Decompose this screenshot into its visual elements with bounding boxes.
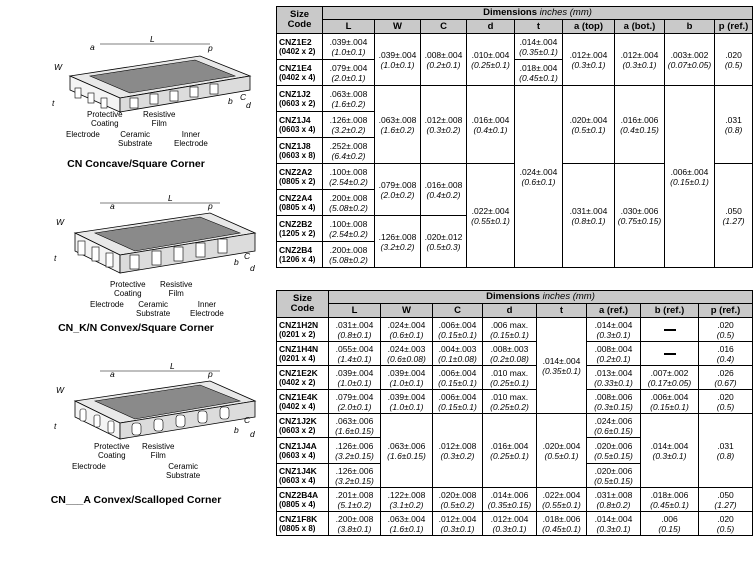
- col-d-2: d: [483, 304, 537, 318]
- table-row: CNZ1J2 (0603 x 2) .063±.008 (1.6±0.2) .063±.008 (1.6±0.2) .012±.008 (0.3±0.2) .016±.004 (0.4±0.1) .024±.004 (0.6±0.1) .020±.004 (0.5±0.1) .016±.006 (0.4±0.15) .006±.004 (0.15±0.1) .031 (0.8): [277, 86, 753, 112]
- svg-text:L: L: [168, 195, 173, 203]
- label-resistive-film-3: Resistive Film: [142, 442, 175, 460]
- col-p-ref: p (ref.): [699, 304, 753, 318]
- label-protective-coating-2: Protective Coating: [110, 280, 146, 298]
- table-row: CNZ1E2K (0402 x 2) .039±.004 (1.0±0.1) .039±.004 (1.0±0.1) .006±.004 (0.15±0.1) .010 max. (0.25±0.1) .013±.004 (0.33±0.1) .007±.002 (0.17±0.05) .026 (0.67): [277, 366, 753, 390]
- label-ceramic-substrate-2: Ceramic Substrate: [136, 300, 171, 318]
- label-protective-coating-3: Protective Coating: [94, 442, 130, 460]
- col-L: L: [323, 20, 375, 34]
- svg-text:p: p: [208, 201, 213, 211]
- col-d: d: [467, 20, 515, 34]
- dimensions-header-2: Dimensions inches (mm): [329, 291, 753, 304]
- col-t: t: [515, 20, 563, 34]
- col-C-2: C: [433, 304, 483, 318]
- table-row: CNZ2A4 (0805 x 4) .200±.008 (5.08±0.2): [277, 190, 753, 216]
- label-ceramic-substrate-3: Ceramic Substrate: [166, 462, 201, 480]
- col-C: C: [421, 20, 467, 34]
- diagram-caption-convex-scalloped: CN___A Convex/Scalloped Corner: [50, 494, 222, 506]
- col-b-ref: b (ref.): [641, 304, 699, 318]
- table-row: CNZ2B4A (0805 x 4) .201±.008 (5.1±0.2) .122±.008 (3.1±0.2) .020±.008 (0.5±0.2) .014±.006 (0.35±0.15) .022±.004 (0.55±0.1) .031±.008 (0.8±0.2) .018±.006 (0.45±0.1) .050 (1.27): [277, 488, 753, 512]
- size-code-header: Size Code: [277, 7, 323, 34]
- svg-text:d: d: [250, 263, 255, 273]
- svg-text:a: a: [110, 369, 115, 379]
- col-W-2: W: [381, 304, 433, 318]
- table-row: CNZ1H4N (0201 x 4) .055±.004 (1.4±0.1) .024±.003 (0.6±0.08) .004±.003 (0.1±0.08) .008±.003 (0.2±0.08) .008±.004 (0.2±0.1) .016 (0.4): [277, 342, 753, 366]
- svg-text:t: t: [54, 253, 57, 263]
- col-t-2: t: [537, 304, 587, 318]
- svg-text:t: t: [52, 98, 55, 108]
- convex-square-corner-diagram: [50, 195, 260, 295]
- label-electrode: Electrode: [66, 130, 100, 139]
- col-b: b: [665, 20, 715, 34]
- col-W: W: [375, 20, 421, 34]
- table-row: CNZ1E4K (0402 x 4) .079±.004 (2.0±0.1) .039±.004 (1.0±0.1) .006±.004 (0.15±0.1) .010 max. (0.25±0.2) .008±.006 (0.3±0.15) .006±.004 (0.15±0.1) .020 (0.5): [277, 390, 753, 414]
- dimensions-table-concave: [276, 6, 753, 268]
- table-row: CNZ2B2 (1205 x 2) .100±.008 (2.54±0.2) .126±.008 (3.2±0.2) .020±.012 (0.5±0.3): [277, 216, 753, 242]
- table-row: CNZ1J4A (0603 x 4) .126±.006 (3.2±0.15) .020±.006 (0.5±0.15): [277, 438, 753, 464]
- svg-text:b: b: [234, 425, 239, 435]
- dash-mark: [664, 329, 676, 331]
- table-row: CNZ1J8 (0603 x 8) .252±.008 (6.4±0.2): [277, 138, 753, 164]
- svg-text:d: d: [246, 100, 251, 110]
- table-row: CNZ2A2 (0805 x 2) .100±.008 (2.54±0.2) .079±.008 (2.0±0.2) .016±.008 (0.4±0.2) .022±.004 (0.55±0.1) .031±.004 (0.8±0.1) .030±.006 (0.75±0.15) .050 (1.27): [277, 164, 753, 190]
- label-protective-coating: Protective Coating: [87, 110, 123, 128]
- col-p: p (ref.): [715, 20, 753, 34]
- table-row: CNZ1E4 (0402 x 4) .079±.004 (2.0±0.1) .018±.004 (0.45±0.1): [277, 60, 753, 86]
- svg-text:d: d: [250, 429, 255, 439]
- svg-text:L: L: [150, 36, 155, 44]
- col-a-ref: a (ref.): [587, 304, 641, 318]
- col-a-bot: a (bot.): [615, 20, 665, 34]
- label-resistive-film-2: Resistive Film: [160, 280, 193, 298]
- label-inner-electrode: Inner Electrode: [174, 130, 208, 148]
- table-row: CNZ2B4 (1206 x 4) .200±.008 (5.08±0.2): [277, 242, 753, 268]
- label-resistive-film: Resistive Film: [143, 110, 176, 128]
- col-a-top: a (top): [563, 20, 615, 34]
- table-row: CNZ1E2 (0402 x 2) .039±.004 (1.0±0.1) .039±.004 (1.0±0.1) .008±.004 (0.2±0.1) .010±.004 (0.25±0.1) .014±.004 (0.35±0.1) .012±.004 (0.3±0.1) .012±.004 (0.3±0.1) .003±.002 (0.07±0.05) .020 (0.5): [277, 34, 753, 60]
- label-electrode-2: Electrode: [90, 300, 124, 309]
- svg-text:p: p: [208, 369, 213, 379]
- table-row: CNZ1J2K (0603 x 2) .063±.006 (1.6±0.15) .063±.006 (1.6±0.15) .012±.008 (0.3±0.2) .016±.004 (0.25±0.1) .020±.004 (0.5±0.1) .024±.006 (0.6±0.15) .014±.004 (0.3±0.1) .031 (0.8): [277, 414, 753, 438]
- diagram-caption-convex-square: CN_K/N Convex/Square Corner: [58, 322, 214, 334]
- svg-text:p: p: [208, 43, 213, 53]
- svg-text:C: C: [244, 251, 251, 261]
- svg-text:C: C: [240, 92, 247, 102]
- table-row: CNZ1J4K (0603 x 4) .126±.006 (3.2±0.15) .020±.006 (0.5±0.15): [277, 464, 753, 488]
- label-inner-electrode-2: Inner Electrode: [190, 300, 224, 318]
- table-row: CNZ1H2N (0201 x 2) .031±.004 (0.8±0.1) .024±.004 (0.6±0.1) .006±.004 (0.15±0.1) .006 max. (0.15±0.1) .014±.004 (0.35±0.1) .014±.004 (0.3±0.1) .020 (0.5): [277, 318, 753, 342]
- dimensions-table-convex: [276, 290, 753, 536]
- label-ceramic-substrate: Ceramic Substrate: [118, 130, 153, 148]
- size-code-header-2: Size Code: [277, 291, 329, 318]
- svg-text:b: b: [228, 96, 233, 106]
- label-electrode-3: Electrode: [72, 462, 106, 471]
- dimensions-header: Dimensions inches (mm): [323, 7, 753, 20]
- svg-text:t: t: [54, 421, 57, 431]
- dash-mark: [664, 353, 676, 355]
- svg-text:W: W: [56, 385, 65, 395]
- svg-text:C: C: [244, 415, 251, 425]
- col-L-2: L: [329, 304, 381, 318]
- svg-text:L: L: [170, 363, 175, 371]
- diagram-caption-concave: CN Concave/Square Corner: [67, 158, 205, 170]
- table-row: CNZ1F8K (0805 x 8) .200±.008 (3.8±0.1) .063±.004 (1.6±0.1) .012±.004 (0.3±0.1) .012±.004 (0.3±0.1) .018±.006 (0.45±0.1) .014±.004 (0.3±0.1) .006 (0.15) .020 (0.5): [277, 512, 753, 536]
- svg-text:W: W: [56, 217, 65, 227]
- svg-text:a: a: [90, 42, 95, 52]
- svg-text:W: W: [54, 62, 63, 72]
- table-row: CNZ1J4 (0603 x 4) .126±.008 (3.2±0.2): [277, 112, 753, 138]
- svg-text:b: b: [234, 257, 239, 267]
- diagram-panel: [0, 0, 272, 561]
- svg-text:a: a: [110, 201, 115, 211]
